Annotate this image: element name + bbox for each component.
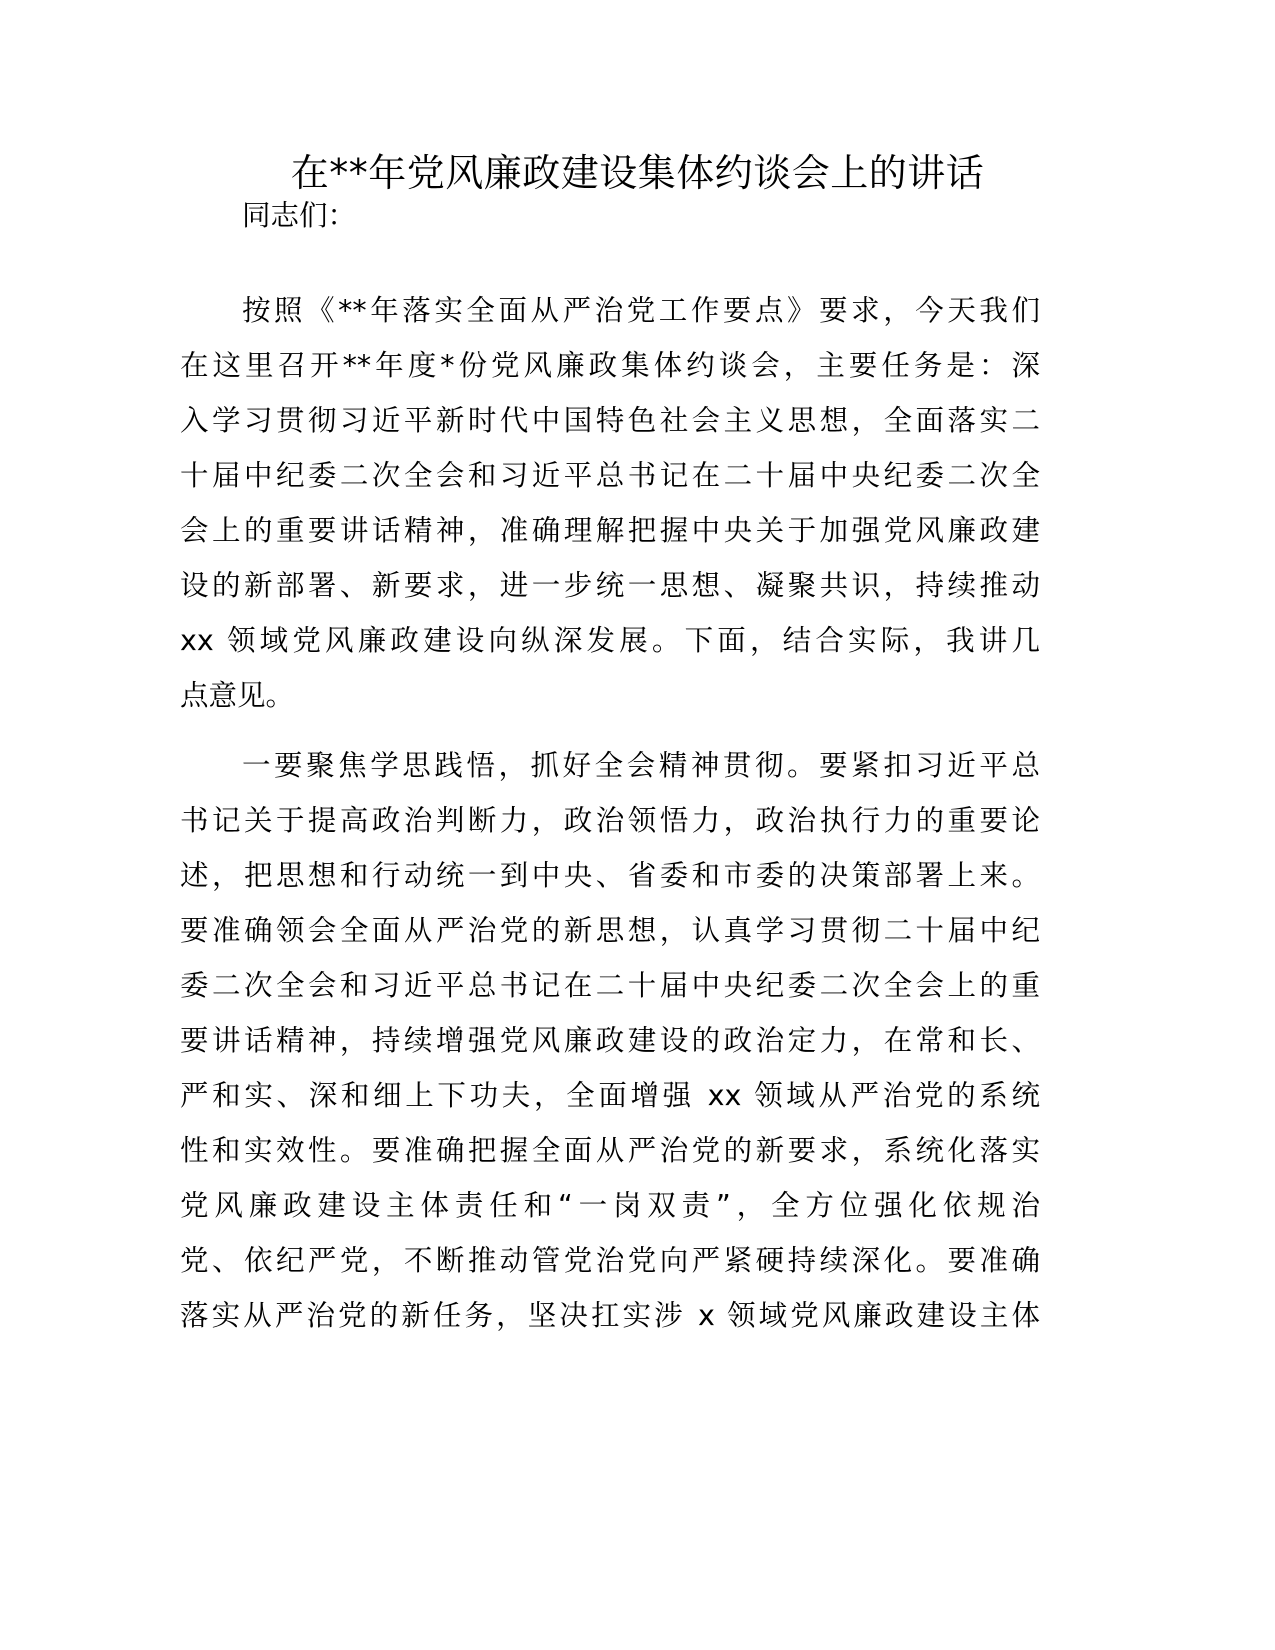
paragraph-line: xx 领域党风廉政建设向纵深发展。下面，结合实际，我讲几 xyxy=(180,624,1040,657)
paragraph-line: 十届中纪委二次全会和习近平总书记在二十届中央纪委二次全 xyxy=(180,459,1040,492)
paragraph-line: 党风廉政建设主体责任和“一岗双责”，全方位强化依规治 xyxy=(180,1189,1040,1222)
paragraph-line: 入学习贯彻习近平新时代中国特色社会主义思想，全面落实二 xyxy=(180,404,1040,437)
paragraph-line: 严和实、深和细上下功夫，全面增强 xx 领域从严治党的系统 xyxy=(180,1079,1040,1112)
paragraph-line: 委二次全会和习近平总书记在二十届中央纪委二次全会上的重 xyxy=(180,969,1040,1002)
paragraph-line: 要准确领会全面从严治党的新思想，认真学习贯彻二十届中纪 xyxy=(180,914,1040,947)
paragraph-line: 落实从严治党的新任务，坚决扛实涉 x 领域党风廉政建设主体 xyxy=(180,1299,1040,1332)
paragraph-line: 在这里召开**年度*份党风廉政集体约谈会，主要任务是：深 xyxy=(180,349,1040,382)
paragraph-line: 会上的重要讲话精神，准确理解把握中央关于加强党风廉政建 xyxy=(180,514,1040,547)
document-title: 在**年党风廉政建设集体约谈会上的讲话 xyxy=(290,151,985,195)
paragraph-line: 性和实效性。要准确把握全面从严治党的新要求，系统化落实 xyxy=(180,1134,1040,1167)
paragraph-line: 书记关于提高政治判断力，政治领悟力，政治执行力的重要论 xyxy=(180,804,1040,837)
paragraph-line: 设的新部署、新要求，进一步统一思想、凝聚共识，持续推动 xyxy=(180,569,1040,602)
paragraph-line: 点意见。 xyxy=(180,679,295,712)
paragraph-line: 按照《**年落实全面从严治党工作要点》要求，今天我们 xyxy=(242,294,1040,327)
paragraph-line: 一要聚焦学思践悟，抓好全会精神贯彻。要紧扣习近平总 xyxy=(242,749,1040,782)
paragraph-line: 党、依纪严党，不断推动管党治党向严紧硬持续深化。要准确 xyxy=(180,1244,1040,1277)
paragraph-line: 述，把思想和行动统一到中央、省委和市委的决策部署上来。 xyxy=(180,859,1040,892)
paragraph-line: 要讲话精神，持续增强党风廉政建设的政治定力，在常和长、 xyxy=(180,1024,1040,1057)
salutation: 同志们： xyxy=(242,199,357,232)
